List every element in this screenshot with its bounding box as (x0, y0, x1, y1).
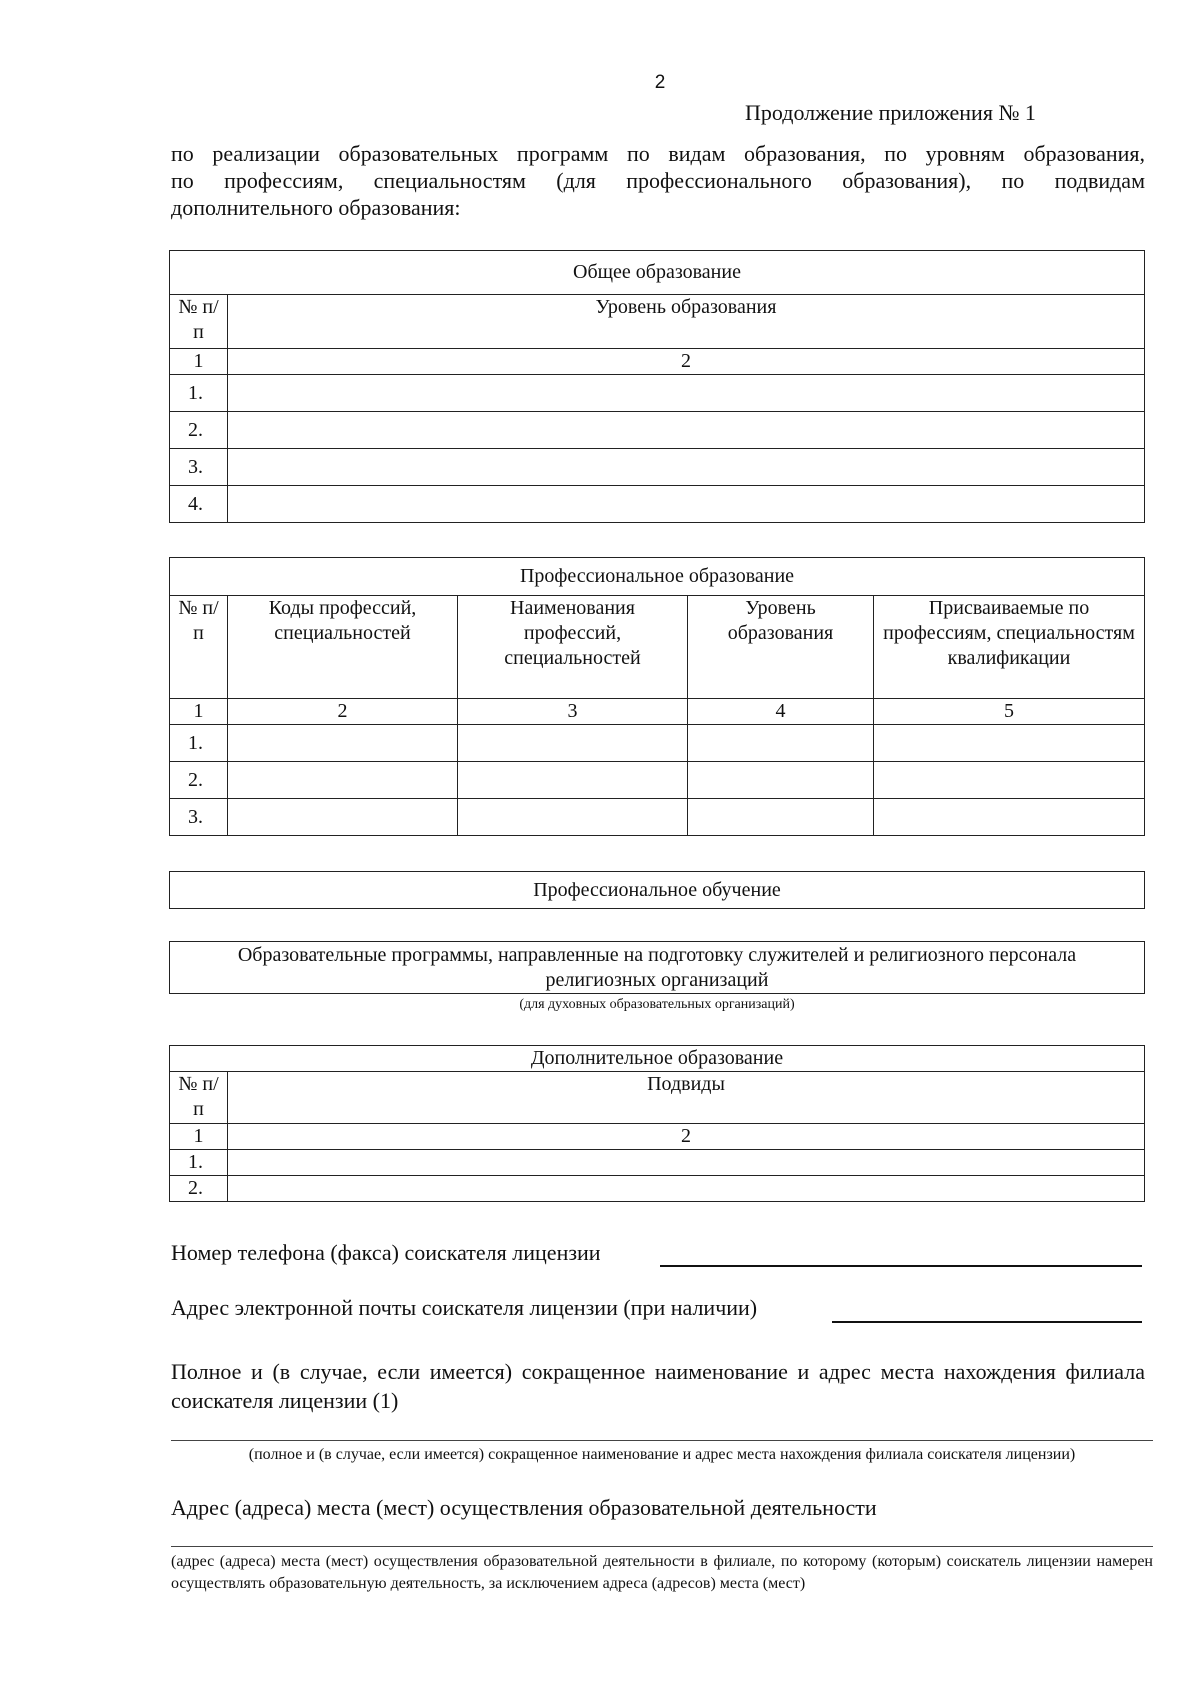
additional-education-table (169, 1045, 1145, 1202)
religious-programs-table (169, 941, 1145, 994)
level-cell[interactable] (228, 412, 1145, 449)
intro-line: по реализации образовательных программ по видам образования, по уровням образования, (171, 141, 1145, 166)
level-cell[interactable] (228, 375, 1145, 412)
data-cell[interactable] (458, 762, 688, 799)
row-number: 1. (170, 375, 228, 412)
branch-label: Полное и (в случае, если имеется) сокращенное наименование и адрес места нахождения филиала соискателя лицензии (1) (171, 1359, 1145, 1413)
continuation-heading: Продолжение приложения № 1 (745, 100, 1036, 125)
subtype-cell[interactable] (228, 1150, 1145, 1176)
address-field[interactable] (171, 1546, 1153, 1547)
data-cell[interactable] (228, 762, 458, 799)
subtype-cell[interactable] (228, 1176, 1145, 1202)
row-number: 3. (170, 449, 228, 486)
row-number: 2. (170, 412, 228, 449)
table-row (170, 725, 1145, 762)
column-header-names: Наименования профессий, специальностей (458, 596, 688, 699)
index-cell: 3 (458, 699, 688, 725)
address-label: Адрес (адреса) места (мест) осуществления образовательной деятельности (171, 1495, 877, 1520)
data-cell[interactable] (874, 762, 1145, 799)
row-number: 4. (170, 486, 228, 523)
table-row (170, 412, 1145, 449)
email-label: Адрес электронной почты соискателя лицензии (при наличии) (171, 1295, 758, 1320)
column-header-level: Уровень образования (228, 295, 1145, 349)
intro-paragraph (171, 140, 1145, 221)
data-cell[interactable] (688, 725, 874, 762)
table-row (170, 375, 1145, 412)
intro-line: дополнительного образования: (171, 195, 461, 220)
column-header-qualifications: Присваиваемые по профессиям, специальностям квалификации (874, 596, 1145, 699)
data-cell[interactable] (228, 799, 458, 836)
professional-training-table (169, 871, 1145, 909)
religious-programs-note: (для духовных образовательных организаций) (519, 997, 795, 1012)
index-cell: 1 (170, 699, 228, 725)
column-header-number: № п/п (170, 596, 228, 699)
table-row (170, 1176, 1145, 1202)
row-number: 1. (170, 725, 228, 762)
table-row (170, 486, 1145, 523)
index-cell: 5 (874, 699, 1145, 725)
data-cell[interactable] (458, 725, 688, 762)
column-header-number: № п/п (170, 1072, 228, 1124)
phone-field[interactable] (660, 1265, 1142, 1267)
data-cell[interactable] (874, 725, 1145, 762)
table-title: Общее образование (170, 251, 1145, 295)
level-cell[interactable] (228, 486, 1145, 523)
address-caption: (адрес (адреса) места (мест) осуществления образовательной деятельности в филиале, по которому (которым) соискатель лицензии намерен осуществлять образовательную деятельность, за исключением адреса (адресов) места (мест) (171, 1553, 1153, 1592)
column-header-codes: Коды профессий, специальностей (228, 596, 458, 699)
index-cell: 4 (688, 699, 874, 725)
row-number: 3. (170, 799, 228, 836)
level-cell[interactable] (228, 449, 1145, 486)
table-title: Профессиональное образование (170, 558, 1145, 596)
table-title: Дополнительное образование (170, 1046, 1145, 1072)
row-number: 2. (170, 1176, 228, 1202)
table-row (170, 1150, 1145, 1176)
email-field[interactable] (832, 1321, 1142, 1323)
table-row (170, 449, 1145, 486)
table-row (170, 762, 1145, 799)
data-cell[interactable] (688, 762, 874, 799)
branch-caption: (полное и (в случае, если имеется) сокращенное наименование и адрес места нахождения филиала соискателя лицензии) (248, 1446, 1076, 1463)
intro-line: по профессиям, специальностям (для профессионального образования), по подвидам (171, 168, 1145, 193)
data-cell[interactable] (874, 799, 1145, 836)
index-cell: 1 (170, 349, 228, 375)
table-title: Образовательные программы, направленные на подготовку служителей и религиозного персонала религиозных организаций (170, 942, 1145, 994)
data-cell[interactable] (458, 799, 688, 836)
index-cell: 2 (228, 1124, 1145, 1150)
phone-label: Номер телефона (факса) соискателя лицензии (171, 1240, 601, 1265)
page-number: 2 (654, 72, 666, 93)
table-title: Профессиональное обучение (170, 872, 1145, 909)
index-cell: 2 (228, 699, 458, 725)
professional-education-table (169, 557, 1145, 836)
data-cell[interactable] (688, 799, 874, 836)
row-number: 1. (170, 1150, 228, 1176)
column-header-subtypes: Подвиды (228, 1072, 1145, 1124)
general-education-table (169, 250, 1145, 523)
column-header-level: Уровень образования (688, 596, 874, 699)
row-number: 2. (170, 762, 228, 799)
index-cell: 2 (228, 349, 1145, 375)
column-header-number: № п/п (170, 295, 228, 349)
table-row (170, 799, 1145, 836)
branch-field[interactable] (171, 1440, 1153, 1441)
data-cell[interactable] (228, 725, 458, 762)
index-cell: 1 (170, 1124, 228, 1150)
